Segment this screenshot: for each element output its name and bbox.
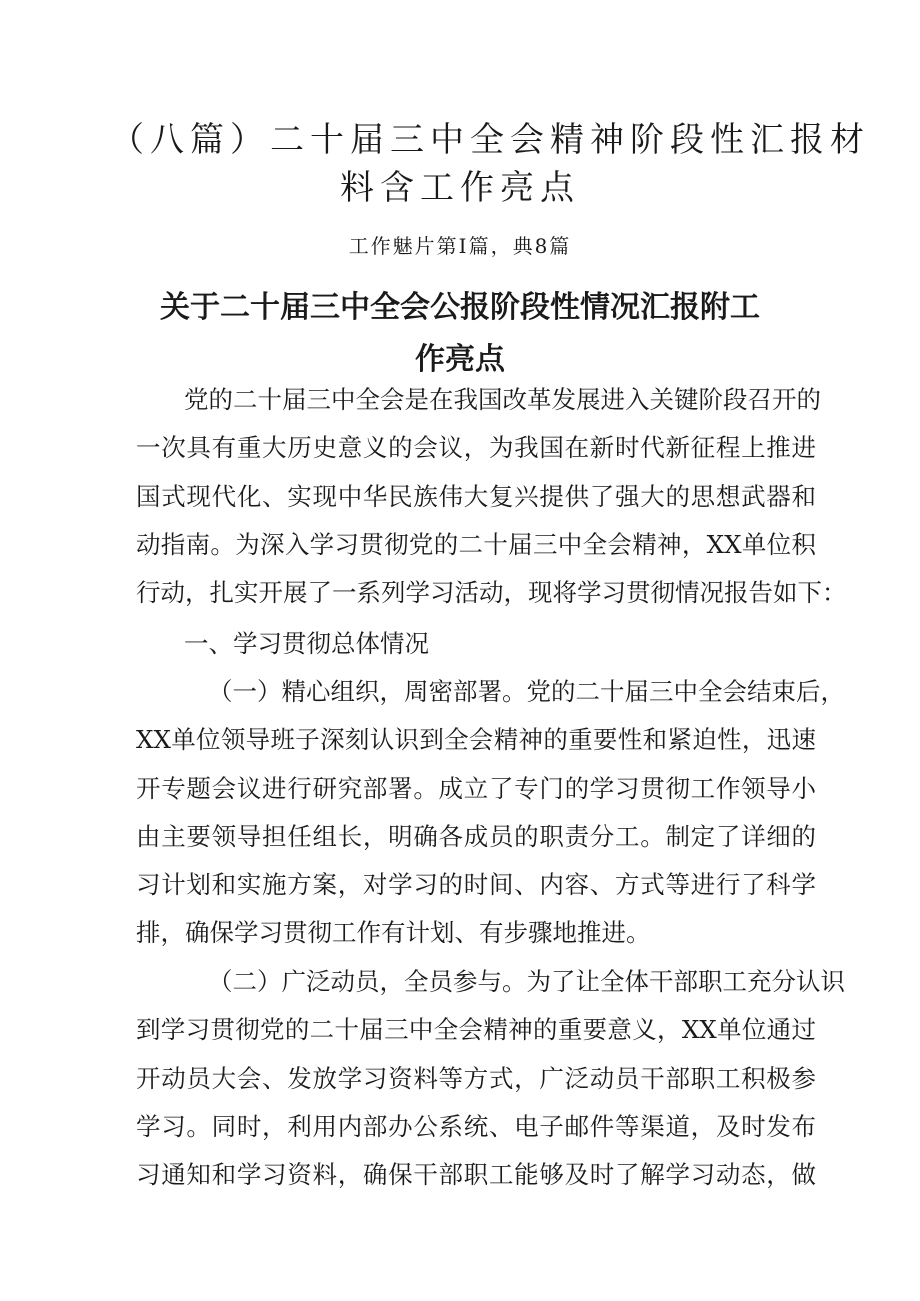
text-line: 到学习贯彻党的二十届三中全会精神的重要意义，XX单位通过 [136,1015,816,1045]
text-line: 排，确保学习贯彻工作有计划、有步骤地推进。 [136,918,651,948]
text-line: 开专题会议进行研究部署。成立了专门的学习贯彻工作领导小 [136,773,816,803]
article-title-line-1: 关于二十届三中全会公报阶段性情况汇报附工 [160,290,760,325]
text-line: （二）广泛动员，全员参与。为了让全体干部职工充分认识 [208,967,845,996]
text-line: 国式现代化、实现中华民族伟大复兴提供了强大的思想武器和 [136,481,816,511]
subsection-2-paragraph [136,958,845,1199]
text-line: XX单位领导班子深刻认识到全会精神的重要性和紧迫性，迅速 [136,725,816,755]
text-line: （一）精心组织，周密部署。党的二十届三中全会结束后， [208,677,845,706]
document-title-line-2: 料含工作亮点 [340,168,580,208]
text-line: 由主要领导担任组长，明确各成员的职责分工。制定了详细的 [136,821,816,851]
text-line: 习通知和学习资料，确保干部职工能够及时了解学习动态，做 [136,1160,816,1190]
text-line: 习计划和实施方案，对学习的时间、内容、方式等进行了科学 [136,870,816,900]
section-heading-1: 一、学习贯彻总体情况 [184,629,429,658]
text-line: 一次具有重大历史意义的会议，为我国在新时代新征程上推进 [136,433,816,463]
text-line: 党的二十届三中全会是在我国改革发展进入关键阶段召开的 [184,385,821,414]
article-title-line-2: 作亮点 [415,342,505,377]
subsection-1-paragraph [136,668,845,958]
document-subtitle: 工作魅片第Ⅰ篇，典8篇 [348,234,572,258]
intro-paragraph [136,376,847,617]
text-line: 行动，扎实开展了一系列学习活动，现将学习贯彻情况报告如下： [136,578,847,608]
text-line: 学习。同时，利用内部办公系统、电子邮件等渠道，及时发布 [136,1111,816,1141]
text-line: 开动员大会、发放学习资料等方式，广泛动员干部职工积极参 [136,1063,816,1093]
document-title-line-1: （八篇）二十届三中全会精神阶段性汇报材 [110,120,870,160]
text-line: 动指南。为深入学习贯彻党的二十届三中全会精神，XX单位积 [136,529,816,559]
